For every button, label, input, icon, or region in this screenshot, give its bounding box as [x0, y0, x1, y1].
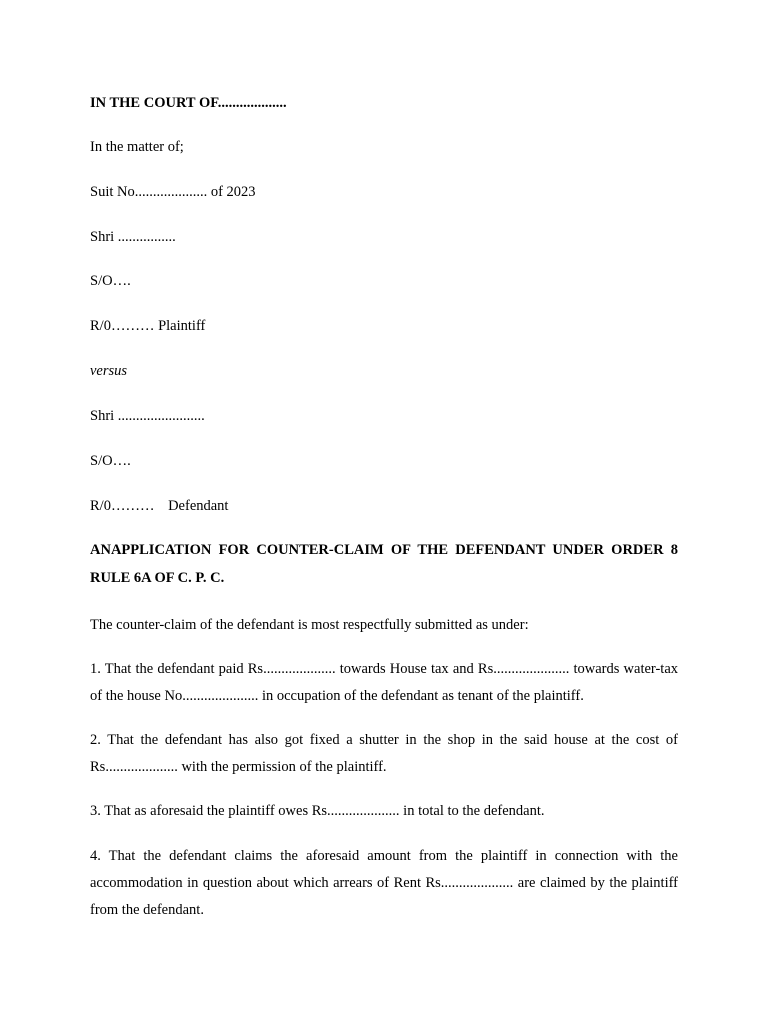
plaintiff-role: Plaintiff [158, 318, 206, 334]
plaintiff-so-line: S/O…. [90, 273, 131, 289]
defendant-so-line: S/O…. [90, 453, 131, 469]
defendant-ro-line [90, 497, 228, 515]
plaintiff-ro-line [90, 317, 205, 335]
paragraph-3: 3. That as aforesaid the plaintiff owes Rs.................... in total to the defendant. [90, 803, 545, 819]
court-line: IN THE COURT OF................... [90, 95, 287, 111]
application-heading: ANAPPLICATION FOR COUNTER-CLAIM OF THE DEFENDANT UNDER ORDER 8 RULE 6A OF C. P. C. [90, 542, 678, 586]
paragraph-2: 2. That the defendant has also got fixed a shutter in the shop in the said house at the cost of Rs.................... with the permission of the plaintiff. [90, 732, 678, 775]
paragraph-1: 1. That the defendant paid Rs.................... towards House tax and Rs..................... towards water-tax of the house No..................... in occupation of the defendant as tenant of the plaintiff. [90, 661, 678, 704]
plaintiff-ro-prefix: R/0……… [90, 318, 155, 334]
suit-line: Suit No.................... of 2023 [90, 184, 256, 200]
defendant-ro-prefix: R/0……… [90, 498, 155, 514]
plaintiff-name-line: Shri ................ [90, 229, 176, 245]
paragraph-4: 4. That the defendant claims the aforesaid amount from the plaintiff in connection with the accommodation in question about which arrears of Rent Rs.................... are claimed by the plaintiff from the defendant. [90, 848, 678, 918]
versus-line: versus [90, 363, 128, 379]
matter-line: In the matter of; [90, 139, 184, 155]
defendant-name-line: Shri ........................ [90, 408, 205, 424]
defendant-role: Defendant [168, 498, 229, 514]
intro-line: The counter-claim of the defendant is most respectfully submitted as under: [90, 617, 529, 633]
